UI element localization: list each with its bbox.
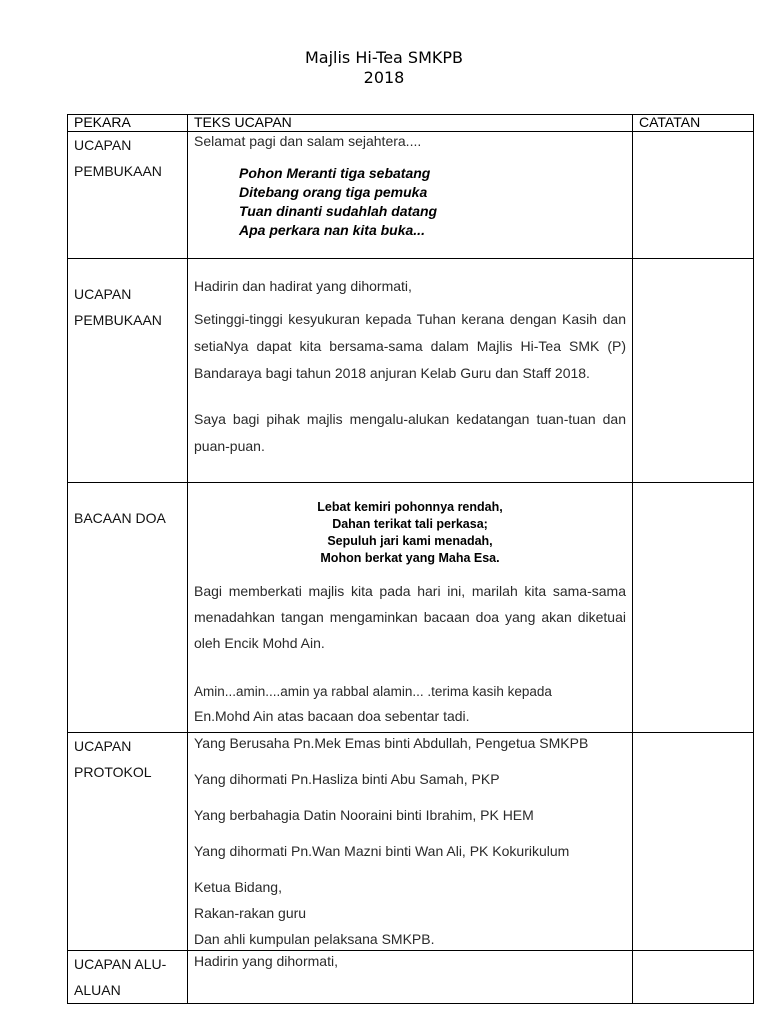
pekara-label: UCAPAN xyxy=(74,137,132,153)
table-row xyxy=(68,733,754,951)
closing-line: Ketua Bidang, xyxy=(194,879,282,895)
paragraph: Hadirin yang dihormati, xyxy=(194,953,338,969)
title-line-2: 2018 xyxy=(363,68,405,87)
pekara-cell xyxy=(68,733,188,951)
closing-line: Dan ahli kumpulan pelaksana SMKPB. xyxy=(194,931,435,947)
pekara-cell xyxy=(68,951,188,1004)
teks-cell xyxy=(188,951,633,1004)
table-row xyxy=(68,259,754,483)
paragraph-line: En.Mohd Ain atas bacaan doa sebentar tadi. xyxy=(194,708,470,724)
catatan-cell xyxy=(633,483,754,733)
doa-pantun-line: Lebat kemiri pohonnya rendah, xyxy=(317,500,503,514)
pekara-label: ALUAN xyxy=(74,982,121,998)
pekara-label: PROTOKOL xyxy=(74,764,152,780)
paragraph: Bagi memberkati majlis kita pada hari ini, marilah kita sama-sama menadahkan tangan mengaminkan bacaan doa yang akan diketuai oleh Encik Mohd Ain. xyxy=(194,583,626,651)
teks-cell xyxy=(188,733,633,951)
paragraph: Hadirin dan hadirat yang dihormati, xyxy=(194,278,412,294)
pekara-label: PEMBUKAAN xyxy=(74,163,162,179)
table-row xyxy=(68,951,754,1004)
teks-cell xyxy=(188,132,633,259)
pekara-label: BACAAN DOA xyxy=(74,510,166,526)
teks-cell xyxy=(188,483,633,733)
catatan-cell xyxy=(633,259,754,483)
teks-cell xyxy=(188,259,633,483)
pantun-line: Apa perkara nan kita buka... xyxy=(239,222,425,238)
pekara-label: PEMBUKAAN xyxy=(74,312,162,328)
pekara-cell xyxy=(68,259,188,483)
paragraph-line: Amin...amin....amin ya rabbal alamin... .terima kasih kepada xyxy=(194,684,552,699)
pekara-label: UCAPAN xyxy=(74,738,132,754)
protokol-line: Yang berbahagia Datin Nooraini binti Ibrahim, PK HEM xyxy=(194,807,534,823)
pekara-cell xyxy=(68,483,188,733)
protokol-line: Yang Berusaha Pn.Mek Emas binti Abdullah, Pengetua SMKPB xyxy=(194,735,589,751)
document-title xyxy=(0,48,768,88)
pekara-label: UCAPAN xyxy=(74,286,132,302)
agenda-table xyxy=(67,114,754,1004)
header-catatan: CATATAN xyxy=(633,115,754,132)
closing-line: Rakan-rakan guru xyxy=(194,905,307,921)
paragraph: Saya bagi pihak majlis mengalu-alukan kedatangan tuan-tuan dan puan-puan. xyxy=(194,411,626,454)
greeting-text: Selamat pagi dan salam sejahtera.... xyxy=(194,133,422,149)
table-row xyxy=(68,132,754,259)
title-line-1: Majlis Hi-Tea SMKPB xyxy=(304,48,463,67)
catatan-cell xyxy=(633,132,754,259)
protokol-line: Yang dihormati Pn.Wan Mazni binti Wan Ali, PK Kokurikulum xyxy=(194,843,570,859)
doa-pantun-line: Mohon berkat yang Maha Esa. xyxy=(320,551,500,565)
catatan-cell xyxy=(633,951,754,1004)
doa-pantun-line: Dahan terikat tali perkasa; xyxy=(332,517,488,531)
doa-pantun-line: Sepuluh jari kami menadah, xyxy=(327,534,493,548)
table-row xyxy=(68,483,754,733)
pekara-cell xyxy=(68,132,188,259)
paragraph: Setinggi-tinggi kesyukuran kepada Tuhan kerana dengan Kasih dan setiaNya dapat kita bersama-sama dalam Majlis Hi-Tea SMK (P) Bandaraya bagi tahun 2018 anjuran Kelab Guru dan Staff 2018. xyxy=(194,311,626,381)
pantun-line: Pohon Meranti tiga sebatang xyxy=(239,165,431,181)
protokol-line: Yang dihormati Pn.Hasliza binti Abu Samah, PKP xyxy=(194,771,500,787)
table-header-row xyxy=(68,115,754,132)
pantun-line: Ditebang orang tiga pemuka xyxy=(239,184,428,200)
pekara-label: UCAPAN ALU- xyxy=(74,956,167,972)
pantun-line: Tuan dinanti sudahlah datang xyxy=(239,203,438,219)
catatan-cell xyxy=(633,733,754,951)
header-teks-ucapan: TEKS UCAPAN xyxy=(188,115,633,132)
header-pekara: PEKARA xyxy=(68,115,188,132)
